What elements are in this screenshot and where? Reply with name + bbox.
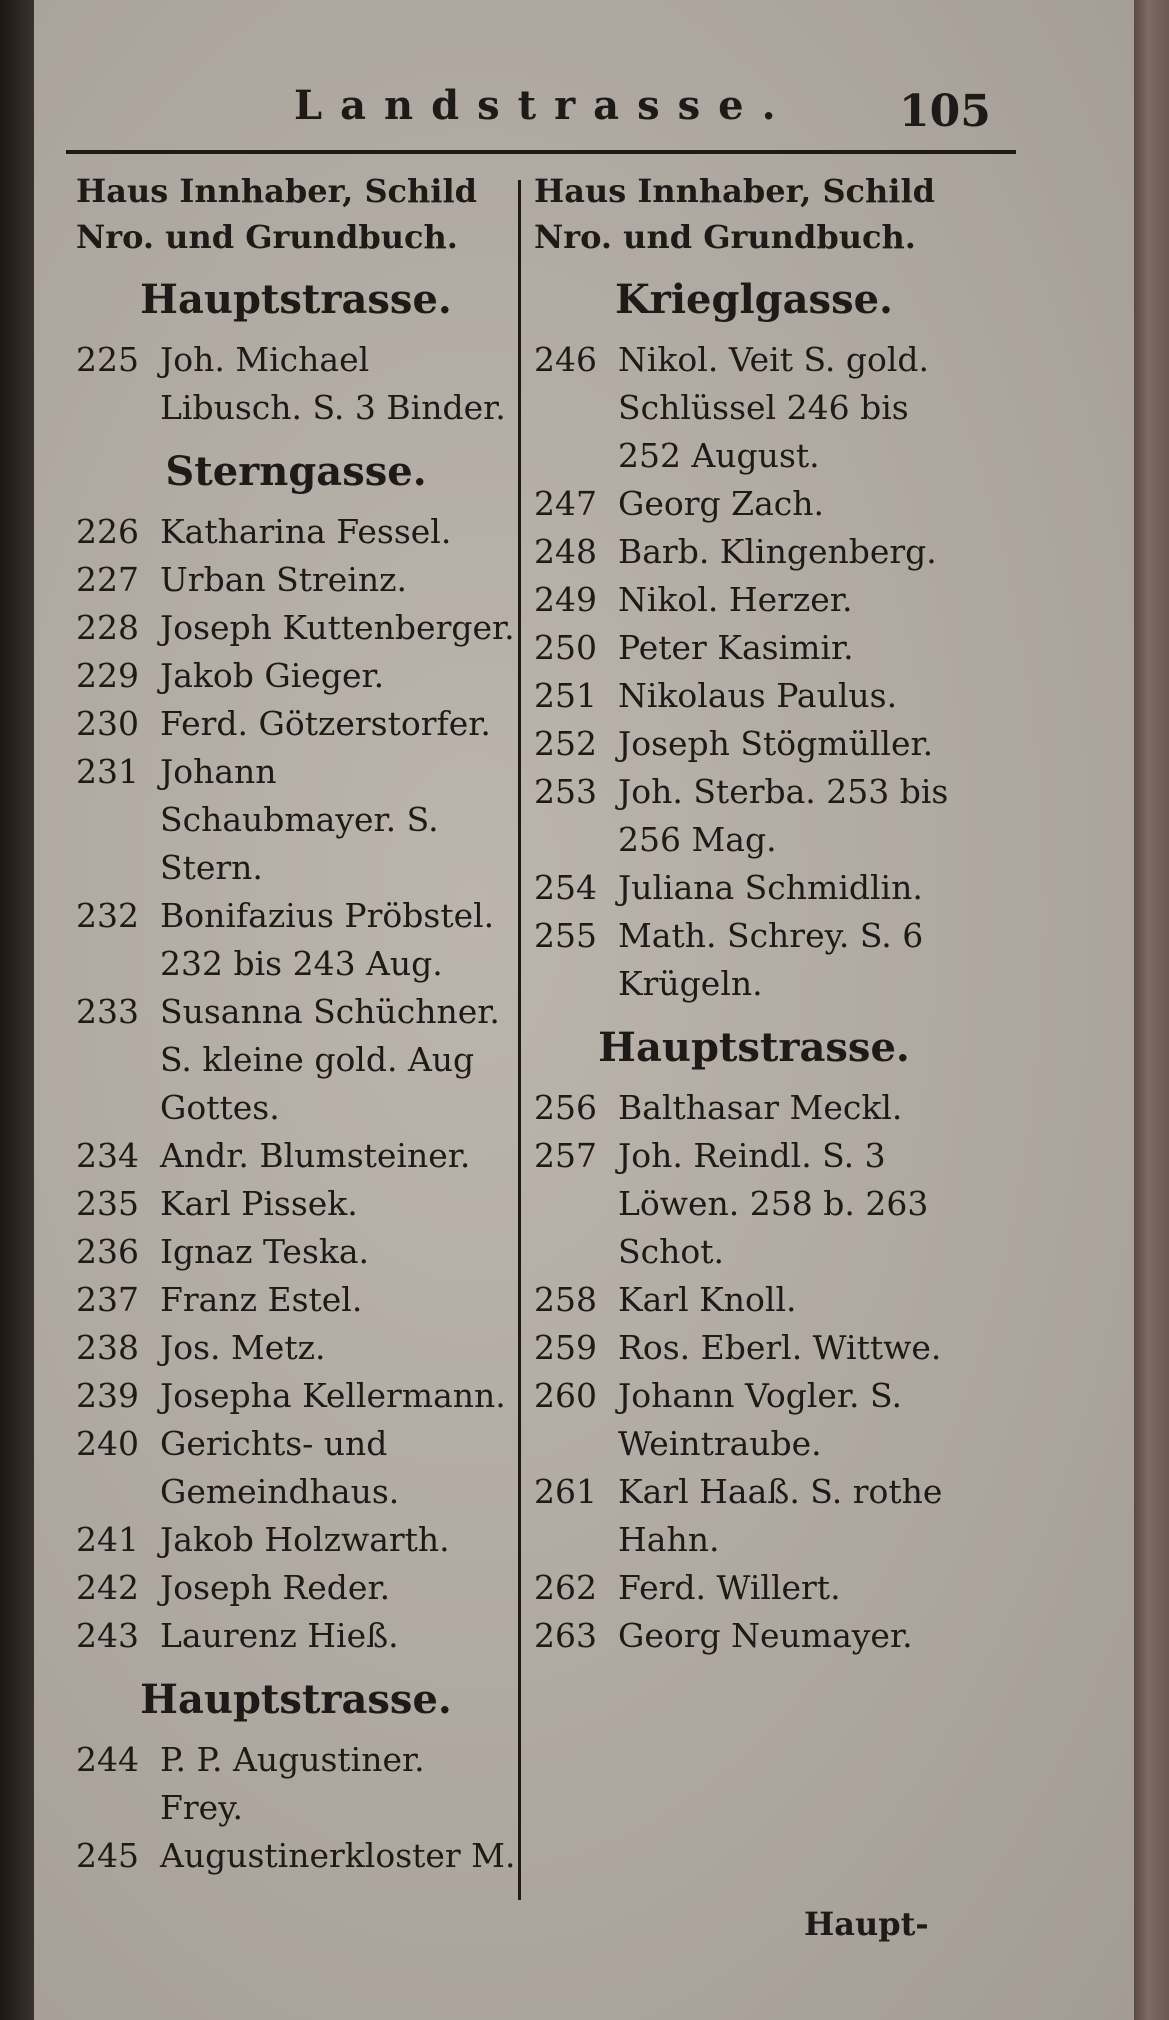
column-header-line: Haus Innhaber, Schild bbox=[534, 172, 935, 210]
page-number: 105 bbox=[899, 86, 991, 137]
house-entry bbox=[534, 1084, 974, 1132]
house-entry bbox=[534, 1276, 974, 1324]
house-entry bbox=[534, 480, 974, 528]
owner-text: Johann Schaubmayer. S. Stern. bbox=[160, 752, 439, 887]
owner-text: Joseph Kuttenberger. bbox=[160, 608, 515, 647]
house-number: 228 bbox=[76, 608, 139, 647]
owner-text: Math. Schrey. S. 6 Krügeln. bbox=[618, 916, 924, 1003]
house-number: 236 bbox=[76, 1232, 139, 1271]
house-entry bbox=[534, 1468, 974, 1564]
house-entry bbox=[534, 1132, 974, 1276]
owner-text: Juliana Schmidlin. bbox=[618, 868, 923, 907]
street-heading: Sterngasse. bbox=[165, 448, 427, 495]
owner-text: Joseph Reder. bbox=[160, 1568, 391, 1607]
house-number: 260 bbox=[534, 1376, 597, 1415]
owner-text: Katharina Fessel. bbox=[160, 512, 452, 551]
house-number: 234 bbox=[76, 1136, 139, 1175]
house-entry bbox=[76, 988, 516, 1132]
street-heading: Hauptstrasse. bbox=[140, 1676, 452, 1723]
house-entry bbox=[76, 1276, 516, 1324]
owner-text: P. P. Augustiner. Frey. bbox=[160, 1740, 425, 1827]
owner-text: Ros. Eberl. Wittwe. bbox=[618, 1328, 942, 1367]
column-divider bbox=[518, 180, 521, 1900]
house-number: 229 bbox=[76, 656, 139, 695]
house-number: 258 bbox=[534, 1280, 597, 1319]
house-entry bbox=[76, 1324, 516, 1372]
owner-text: Peter Kasimir. bbox=[618, 628, 854, 667]
column-header-line: Nro. und Grundbuch. bbox=[76, 218, 458, 256]
header-rule bbox=[66, 150, 1016, 154]
house-entry bbox=[76, 652, 516, 700]
house-entry bbox=[534, 528, 974, 576]
owner-text: Karl Haaß. S. rothe Hahn. bbox=[618, 1472, 943, 1559]
house-number: 255 bbox=[534, 916, 597, 955]
house-number: 227 bbox=[76, 560, 139, 599]
house-number: 233 bbox=[76, 992, 139, 1031]
house-number: 263 bbox=[534, 1616, 597, 1655]
house-number: 230 bbox=[76, 704, 139, 743]
house-entry bbox=[76, 748, 516, 892]
owner-text: Joh. Michael Libusch. S. 3 Binder. bbox=[160, 340, 506, 427]
house-entry bbox=[534, 576, 974, 624]
house-number: 252 bbox=[534, 724, 597, 763]
house-number: 248 bbox=[534, 532, 597, 571]
owner-text: Augustinerkloster M. bbox=[160, 1836, 516, 1875]
owner-text: Urban Streinz. bbox=[160, 560, 407, 599]
owner-text: Balthasar Meckl. bbox=[618, 1088, 903, 1127]
house-entry bbox=[534, 1564, 974, 1612]
owner-text: Nikolaus Paulus. bbox=[618, 676, 898, 715]
street-heading: Krieglgasse. bbox=[615, 276, 893, 323]
house-number: 259 bbox=[534, 1328, 597, 1367]
house-number: 257 bbox=[534, 1136, 597, 1175]
house-entry bbox=[76, 1180, 516, 1228]
house-entry bbox=[76, 604, 516, 652]
column-header bbox=[534, 168, 974, 260]
owner-text: Ferd. Götzerstorfer. bbox=[160, 704, 491, 743]
owner-text: Laurenz Hieß. bbox=[160, 1616, 399, 1655]
house-entry bbox=[76, 1132, 516, 1180]
owner-text: Ferd. Willert. bbox=[618, 1568, 841, 1607]
owner-text: Georg Zach. bbox=[618, 484, 824, 523]
street-heading: Hauptstrasse. bbox=[140, 276, 452, 323]
owner-text: Joh. Reindl. S. 3 Löwen. 258 b. 263 Schot. bbox=[618, 1136, 929, 1271]
owner-text: Karl Knoll. bbox=[618, 1280, 797, 1319]
book-page bbox=[34, 0, 1134, 2020]
house-entry bbox=[534, 624, 974, 672]
column-header-line: Nro. und Grundbuch. bbox=[534, 218, 916, 256]
owner-text: Nikol. Veit S. gold. Schlüssel 246 bis 252 August. bbox=[618, 340, 930, 475]
house-number: 240 bbox=[76, 1424, 139, 1463]
owner-text: Ignaz Teska. bbox=[160, 1232, 370, 1271]
house-entry bbox=[76, 1228, 516, 1276]
house-entry bbox=[534, 912, 974, 1008]
house-entry bbox=[76, 1372, 516, 1420]
house-number: 239 bbox=[76, 1376, 139, 1415]
owner-text: Gerichts- und Gemeindhaus. bbox=[160, 1424, 400, 1511]
house-entry bbox=[76, 1420, 516, 1516]
house-number: 247 bbox=[534, 484, 597, 523]
house-entry bbox=[76, 892, 516, 988]
house-entry bbox=[534, 1612, 974, 1660]
owner-text: Jos. Metz. bbox=[160, 1328, 326, 1367]
owner-text: Barb. Klingenberg. bbox=[618, 532, 937, 571]
owner-text: Karl Pissek. bbox=[160, 1184, 358, 1223]
owner-text: Johann Vogler. S. Weintraube. bbox=[618, 1376, 902, 1463]
street-heading: Hauptstrasse. bbox=[598, 1024, 910, 1071]
right-entries bbox=[534, 268, 974, 1660]
house-entry bbox=[534, 1372, 974, 1468]
catchword: Haupt- bbox=[804, 1905, 929, 1943]
house-number: 249 bbox=[534, 580, 597, 619]
house-number: 241 bbox=[76, 1520, 139, 1559]
owner-text: Susanna Schüchner. S. kleine gold. Aug Gottes. bbox=[160, 992, 500, 1127]
house-number: 245 bbox=[76, 1836, 139, 1875]
house-entry bbox=[534, 1324, 974, 1372]
house-number: 231 bbox=[76, 752, 139, 791]
house-number: 232 bbox=[76, 896, 139, 935]
house-number: 253 bbox=[534, 772, 597, 811]
house-entry bbox=[76, 508, 516, 556]
house-number: 242 bbox=[76, 1568, 139, 1607]
house-number: 226 bbox=[76, 512, 139, 551]
running-title: Landstrasse. bbox=[294, 82, 794, 129]
house-number: 261 bbox=[534, 1472, 597, 1511]
house-number: 262 bbox=[534, 1568, 597, 1607]
house-number: 254 bbox=[534, 868, 597, 907]
owner-text: Nikol. Herzer. bbox=[618, 580, 853, 619]
house-number: 225 bbox=[76, 340, 139, 379]
house-entry bbox=[76, 336, 516, 432]
left-entries bbox=[76, 268, 516, 1880]
house-number: 251 bbox=[534, 676, 597, 715]
owner-text: Franz Estel. bbox=[160, 1280, 363, 1319]
house-entry bbox=[534, 672, 974, 720]
house-number: 256 bbox=[534, 1088, 597, 1127]
house-number: 244 bbox=[76, 1740, 139, 1779]
house-entry bbox=[534, 768, 974, 864]
house-number: 246 bbox=[534, 340, 597, 379]
house-entry bbox=[76, 1516, 516, 1564]
column-header-line: Haus Innhaber, Schild bbox=[76, 172, 477, 210]
left-column bbox=[76, 168, 516, 1880]
owner-text: Andr. Blumsteiner. bbox=[160, 1136, 471, 1175]
owner-text: Joh. Sterba. 253 bis 256 Mag. bbox=[618, 772, 949, 859]
house-entry bbox=[76, 700, 516, 748]
house-number: 238 bbox=[76, 1328, 139, 1367]
book-edge-left bbox=[0, 0, 34, 2020]
owner-text: Jakob Gieger. bbox=[160, 656, 385, 695]
house-number: 235 bbox=[76, 1184, 139, 1223]
house-entry bbox=[76, 1564, 516, 1612]
right-column bbox=[534, 168, 974, 1660]
owner-text: Bonifazius Pröbstel. 232 bis 243 Aug. bbox=[160, 896, 495, 983]
house-entry bbox=[534, 336, 974, 480]
house-number: 243 bbox=[76, 1616, 139, 1655]
house-entry bbox=[76, 1736, 516, 1832]
house-entry bbox=[534, 864, 974, 912]
owner-text: Josepha Kellermann. bbox=[160, 1376, 506, 1415]
house-entry bbox=[534, 720, 974, 768]
book-edge-right bbox=[1134, 0, 1169, 2020]
house-entry bbox=[76, 556, 516, 604]
house-entry bbox=[76, 1612, 516, 1660]
house-number: 250 bbox=[534, 628, 597, 667]
house-number: 237 bbox=[76, 1280, 139, 1319]
column-header bbox=[76, 168, 516, 260]
owner-text: Joseph Stögmüller. bbox=[618, 724, 934, 763]
house-entry bbox=[76, 1832, 516, 1880]
owner-text: Jakob Holzwarth. bbox=[160, 1520, 450, 1559]
owner-text: Georg Neumayer. bbox=[618, 1616, 913, 1655]
